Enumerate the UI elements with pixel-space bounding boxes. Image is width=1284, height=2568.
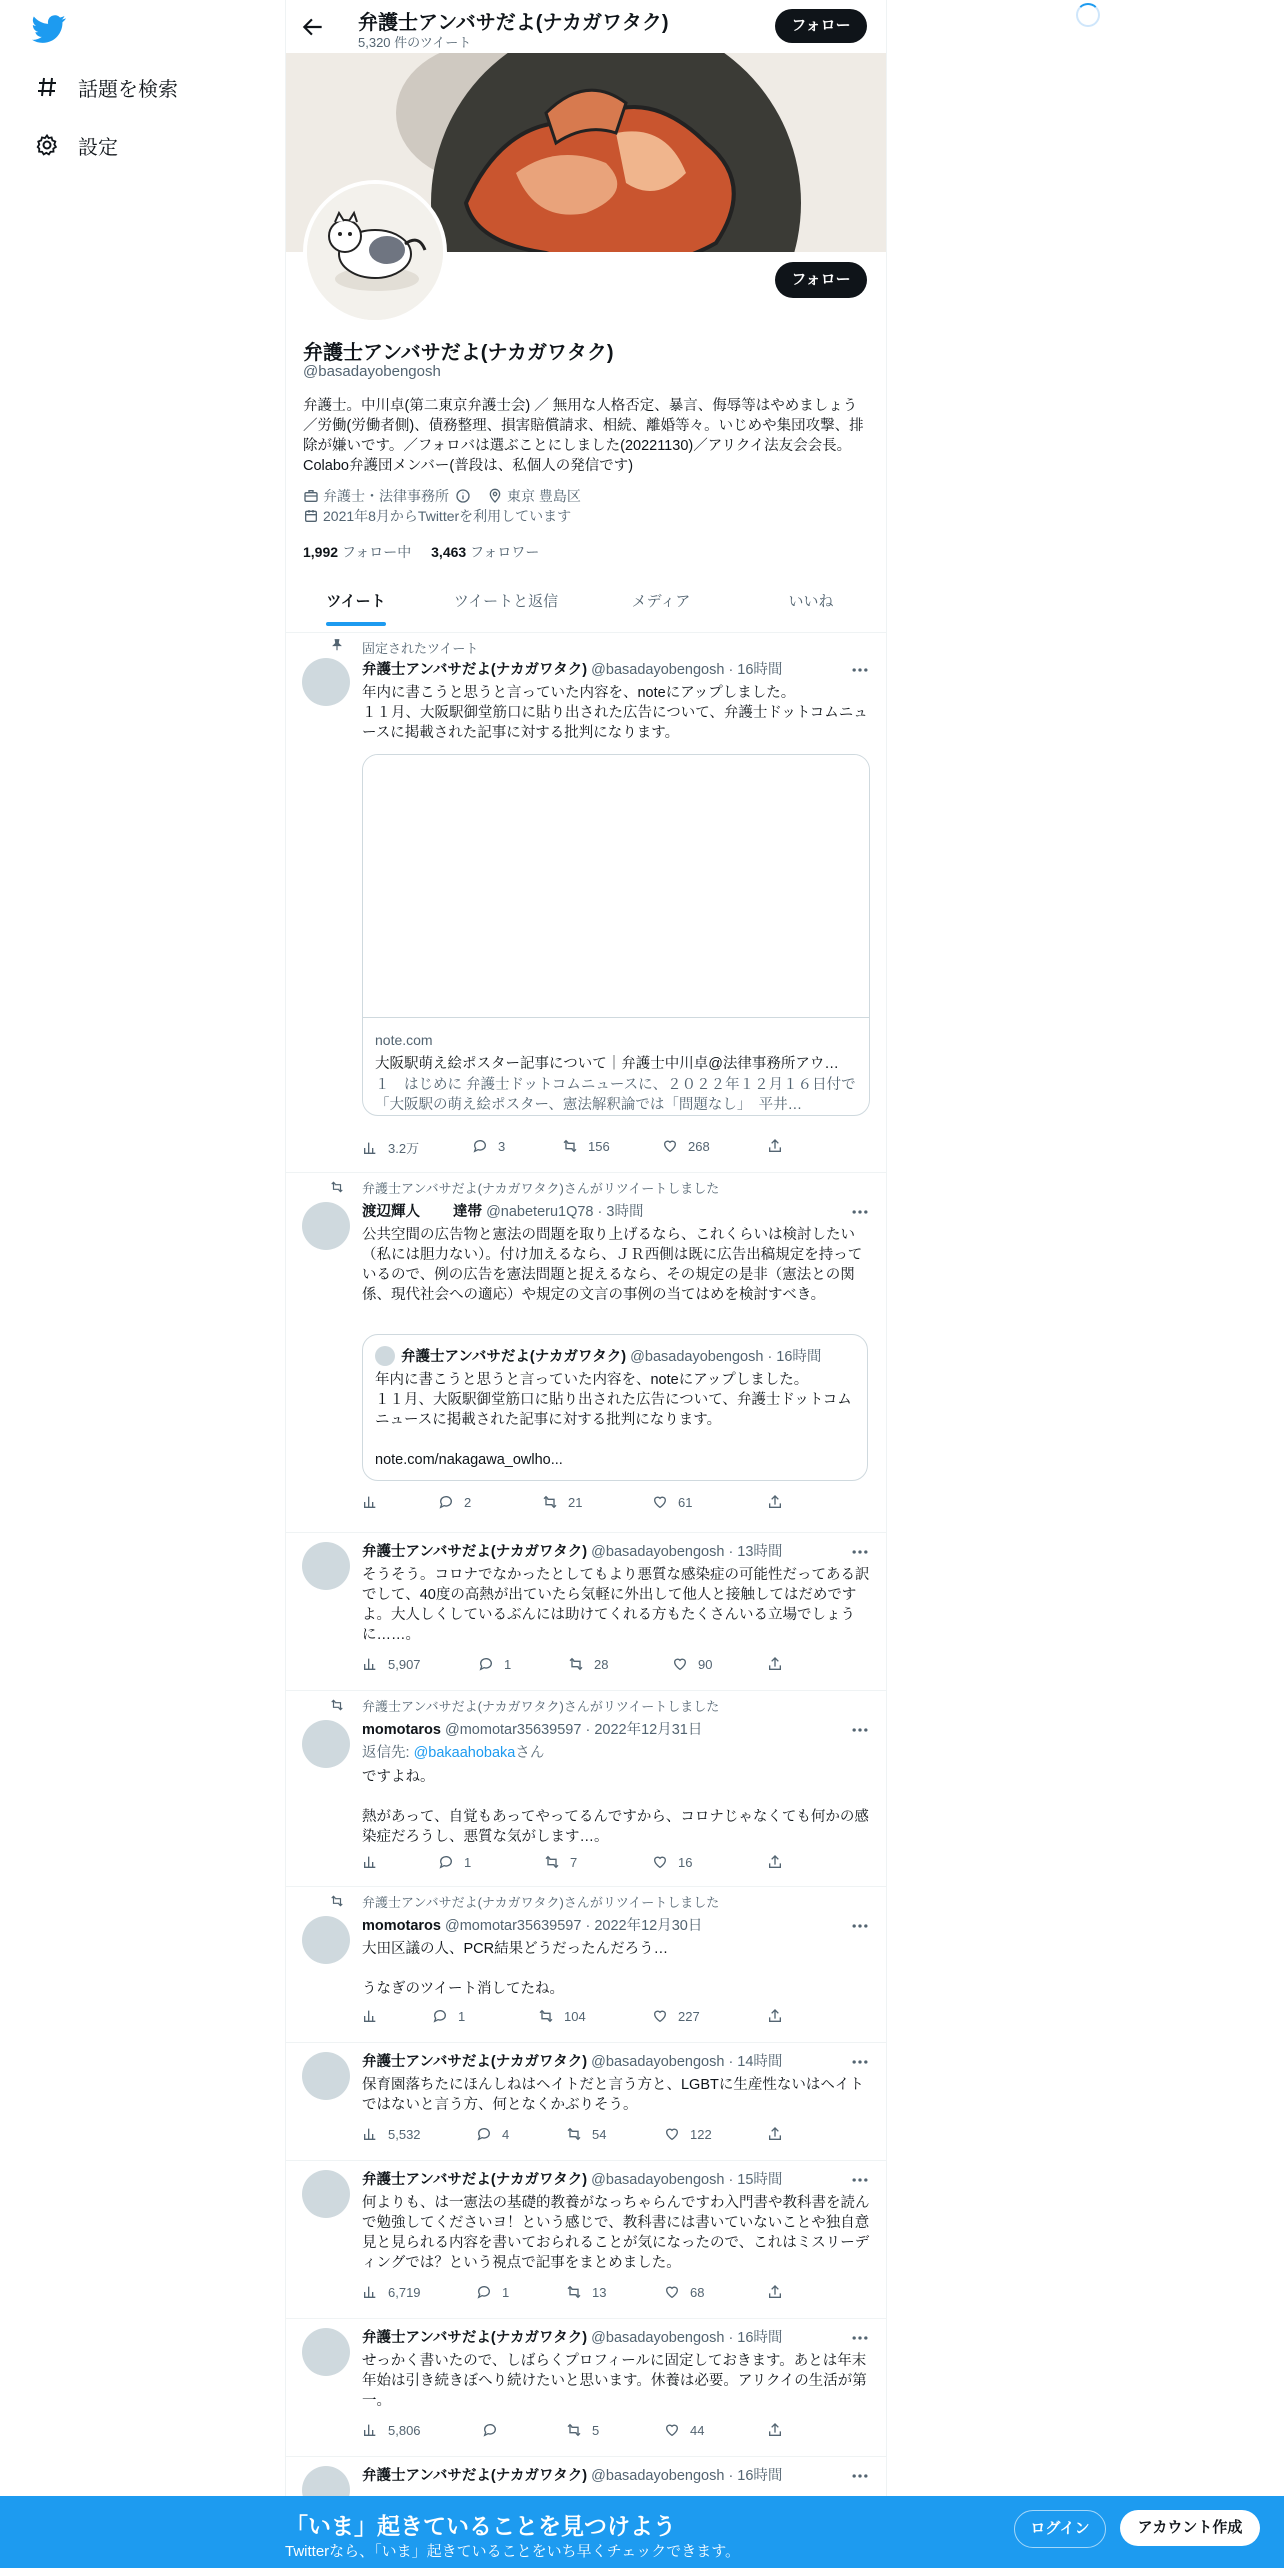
header-name: 弁護士アンバサだよ(ナカガワタク) <box>358 12 669 34</box>
tweet-social-context: 弁護士アンバサだよ(ナカガワタク)さんがリツイートしました <box>362 1895 720 1910</box>
heart-icon <box>664 2422 680 2438</box>
location-pin-icon <box>487 488 503 504</box>
views-icon <box>362 1140 378 1156</box>
like-action[interactable]: 268 <box>662 1138 710 1154</box>
login-button[interactable]: ログイン <box>1014 2510 1106 2548</box>
heart-icon <box>662 1138 678 1154</box>
tweet[interactable] <box>286 2160 886 2319</box>
tweet-body <box>362 2464 870 2485</box>
reply-context: 返信先: @bakaahobakaさん <box>362 1745 545 1761</box>
tweet-author-name[interactable]: 渡辺輝人 達帯 <box>362 1204 483 1220</box>
heart-icon <box>672 1656 688 1672</box>
tweet-body <box>362 1718 870 1847</box>
views-icon <box>362 2126 378 2142</box>
nav-explore-label: 話題を検索 <box>78 78 178 101</box>
retweet-icon <box>562 1138 578 1154</box>
share-action[interactable] <box>767 2422 793 2438</box>
retweet-action[interactable]: 156 <box>562 1138 610 1154</box>
views-icon <box>362 2284 378 2300</box>
tweet-author-meta: @basadayobengosh · 16時間 <box>591 2330 783 2346</box>
views-action[interactable]: 6,719 <box>362 2284 421 2300</box>
heart-icon <box>664 2126 680 2142</box>
signup-banner-title: 「いま」起きていることを見つけよう <box>285 2513 676 2539</box>
share-icon <box>767 2284 783 2300</box>
heart-icon <box>652 1494 668 1510</box>
like-action[interactable]: 61 <box>652 1494 692 1510</box>
tweet-author-name[interactable]: 弁護士アンバサだよ(ナカガワタク) <box>362 662 588 678</box>
views-action[interactable] <box>362 1854 388 1870</box>
profile-column <box>285 0 887 2568</box>
heart-icon <box>652 2008 668 2024</box>
pin-icon <box>330 638 344 652</box>
like-action[interactable]: 227 <box>652 2008 700 2024</box>
more-options-icon[interactable] <box>850 1720 870 1740</box>
tweet-body <box>362 1540 870 1645</box>
tweet-text: そうそう。コロナでなかったとしてもより悪質な感染症の可能性だってある訳でして、40度の高熱が出ていたら気軽に外出して他人と接触してはだめですよ。大人しくしているぶんには助けてくれる方もたくさんいる立場でしょうに……。 <box>362 1567 870 1643</box>
tweet-actions <box>362 1138 792 1158</box>
more-options-icon[interactable] <box>850 2170 870 2190</box>
retweet-action[interactable]: 54 <box>566 2126 606 2142</box>
link-card-title: 大阪駅萌え絵ポスター記事について｜弁護士中川卓@法律事務所アウ… <box>375 1056 839 1072</box>
more-options-icon[interactable] <box>850 1202 870 1222</box>
profile-follow-button[interactable]: フォロー <box>775 262 867 298</box>
share-action[interactable] <box>767 2126 793 2142</box>
retweet-icon <box>566 2422 582 2438</box>
profile-location <box>487 486 581 506</box>
views-action[interactable] <box>362 1494 388 1510</box>
tweet-author-meta: @basadayobengosh · 14時間 <box>591 2054 783 2070</box>
header-follow-button[interactable]: フォロー <box>775 9 867 43</box>
tweet-body <box>362 2168 870 2273</box>
like-action[interactable]: 16 <box>652 1854 692 1870</box>
retweet-icon <box>330 1698 344 1712</box>
views-action[interactable]: 5,806 <box>362 2422 421 2438</box>
reply-icon <box>476 2284 492 2300</box>
share-action[interactable] <box>767 1656 793 1672</box>
tab-media[interactable]: メディア <box>631 593 691 610</box>
tweet-text: 年内に書こうと思うと言っていた内容を、noteにアップしました。 １１月、大阪駅御堂筋口に貼り出された広告について、弁護士ドットコムニュースに掲載された記事に対する批判になります。 <box>362 685 868 741</box>
tweet-text: 何よりも、は一憲法の基礎的教養がなっちゃらんですわ入門書や教科書を読んで勉強してくださいヨ！という感じで、教科書には書いていないことや独自意見と見られる内容を書いておられることが気になったので、これはミスリーディングでは？という視点で記事をまとめました。 <box>362 2195 870 2271</box>
profile-handle: @basadayobengosh <box>303 363 441 380</box>
reply-action[interactable]: 4 <box>476 2126 509 2142</box>
tweet-avatar[interactable] <box>302 2328 350 2376</box>
active-tab-indicator <box>326 622 386 626</box>
tweet-body <box>362 658 870 743</box>
views-action[interactable] <box>362 2008 388 2024</box>
header-tweet-count: 5,320 件のツイート <box>358 35 472 50</box>
tweet[interactable] <box>286 1886 886 2043</box>
share-action[interactable] <box>767 1854 793 1870</box>
like-action[interactable]: 44 <box>664 2422 704 2438</box>
tweet-text: せっかく書いたので、しばらくプロフィールに固定しておきます。あとは年末年始は引き続きぼへり続けたいと思います。休養は必要。アリクイの生活が第一。 <box>362 2353 867 2409</box>
profile-meta-row <box>303 486 593 506</box>
reply-action[interactable]: 1 <box>478 1656 511 1672</box>
tweet-avatar[interactable] <box>302 1542 350 1590</box>
views-icon <box>362 1494 378 1510</box>
views-action[interactable]: 5,532 <box>362 2126 421 2142</box>
profile-name: 弁護士アンバサだよ(ナカガワタク) <box>303 342 614 364</box>
views-action[interactable]: 5,907 <box>362 1656 421 1672</box>
quoted-text: 年内に書こうと思うと言っていた内容を、noteにアップしました。 １１月、大阪駅御堂筋口に貼り出された広告について、弁護士ドットコムニュースに掲載された記事に対する批判になります。 note.com/nakagawa_owlho... <box>375 1372 852 1468</box>
link-card-image <box>363 755 869 1018</box>
retweet-icon <box>566 2284 582 2300</box>
tweet-author-name[interactable]: 弁護士アンバサだよ(ナカガワタク) <box>362 2330 588 2346</box>
views-icon <box>362 1656 378 1672</box>
tweet[interactable] <box>286 632 886 1173</box>
views-action[interactable]: 3.2万 <box>362 1138 419 1157</box>
quoted-tweet[interactable] <box>362 1334 868 1481</box>
like-action[interactable]: 122 <box>664 2126 712 2142</box>
profile-location-label: 東京 豊島区 <box>507 488 581 504</box>
tweet[interactable] <box>286 1172 886 1533</box>
retweet-action[interactable]: 7 <box>544 1854 577 1870</box>
tweet[interactable] <box>286 2042 886 2161</box>
tweet-actions <box>362 2008 792 2028</box>
tweet-social-context: 弁護士アンバサだよ(ナカガワタク)さんがリツイートしました <box>362 1181 720 1196</box>
tweet-avatar[interactable] <box>302 1916 350 1964</box>
tweet-body <box>362 2326 870 2411</box>
tweet-actions <box>362 1854 792 1874</box>
signup-button[interactable]: アカウント作成 <box>1120 2510 1260 2546</box>
tweet-author-name[interactable]: 弁護士アンバサだよ(ナカガワタク) <box>362 1544 588 1560</box>
reply-icon <box>438 1494 454 1510</box>
tweet[interactable] <box>286 2318 886 2457</box>
retweet-action[interactable]: 13 <box>566 2284 606 2300</box>
tweet-author-meta: @basadayobengosh · 15時間 <box>591 2172 783 2188</box>
tweet-social-context: 弁護士アンバサだよ(ナカガワタク)さんがリツイートしました <box>362 1699 720 1714</box>
gear-icon <box>34 132 60 158</box>
views-icon <box>362 2422 378 2438</box>
tweet-text: 公共空間の広告物と憲法の問題を取り上げるなら、これくらいは検討したい（私には胆力ない）。付け加えるなら、ＪＲ西側は既に広告出稿規定を持っているので、例の広告を憲法問題と捉えるなら、その規定の是非（憲法との関係、現代社会への適応）や規定の文言の事例の当てはめを検討すべき。 <box>362 1227 863 1303</box>
tweet-author-name[interactable]: momotaros <box>362 1918 441 1934</box>
profile-joined-label: 2021年8月からTwitterを利用しています <box>323 508 572 524</box>
nav-settings[interactable] <box>34 125 118 165</box>
loading-spinner-icon <box>1076 3 1100 27</box>
reply-icon <box>438 1854 454 1870</box>
reply-action[interactable]: 1 <box>438 1854 471 1870</box>
tweet-actions <box>362 2422 792 2442</box>
briefcase-icon <box>303 488 319 504</box>
link-card[interactable] <box>362 754 870 1116</box>
profile-avatar[interactable] <box>303 180 447 324</box>
quoted-avatar <box>375 1346 395 1366</box>
reply-to-link[interactable]: @bakaahobaka <box>413 1745 516 1761</box>
profile-header-bar <box>286 0 886 53</box>
info-icon <box>455 488 471 504</box>
tweet-author-name[interactable]: 弁護士アンバサだよ(ナカガワタク) <box>362 2172 588 2188</box>
profile-joined <box>303 506 583 526</box>
nav-explore[interactable] <box>34 67 178 107</box>
views-icon <box>362 2008 378 2024</box>
reply-icon <box>482 2422 498 2438</box>
tweet-author-name[interactable]: momotaros <box>362 1722 441 1738</box>
tweet-author-name[interactable]: 弁護士アンバサだよ(ナカガワタク) <box>362 2468 588 2484</box>
heart-icon <box>652 1854 668 1870</box>
tab-likes[interactable]: いいね <box>788 593 834 610</box>
profile-category-label: 弁護士・法律事務所 <box>323 488 449 504</box>
tweet-text: 大田区議の人、PCR結果どうだったんだろう… うなぎのツイート消してたね。 <box>362 1941 669 1997</box>
retweet-icon <box>538 2008 554 2024</box>
reply-action[interactable]: 3 <box>472 1138 505 1154</box>
retweet-icon <box>542 1494 558 1510</box>
retweet-icon <box>566 2126 582 2142</box>
tweet-author-meta: @basadayobengosh · 13時間 <box>591 1544 783 1560</box>
more-options-icon[interactable] <box>850 2052 870 2072</box>
tweet-body <box>362 1914 870 1999</box>
more-options-icon[interactable] <box>850 1916 870 1936</box>
tweet-body <box>362 2050 870 2115</box>
retweet-action[interactable]: 21 <box>542 1494 582 1510</box>
reply-icon <box>432 2008 448 2024</box>
more-options-icon[interactable] <box>850 1542 870 1562</box>
tweet-body <box>362 1200 870 1305</box>
tweet-avatar[interactable] <box>302 1202 350 1250</box>
profile-bio: 弁護士。中川卓(第二東京弁護士会) ／ 無用な人格否定、暴言、侮辱等はやめましょう／労働(労働者側)、債務整理、損害賠償請求、相続、離婚等々。いじめや集団攻撃、排除が嫌いです。／フォロバは選ぶことにしました(20221130)／アリクイ法友会会長。Colabo弁護団メンバー(普段は、私個人の発信です) <box>303 398 864 474</box>
reply-icon <box>472 1138 488 1154</box>
share-action[interactable] <box>767 1494 793 1510</box>
more-options-icon[interactable] <box>850 2466 870 2486</box>
tweet-author-meta: @basadayobengosh · 16時間 <box>591 662 783 678</box>
share-icon <box>767 1656 783 1672</box>
tweet-author-meta: @momotar35639597 · 2022年12月31日 <box>445 1722 703 1738</box>
more-options-icon[interactable] <box>850 660 870 680</box>
share-action[interactable] <box>767 2008 793 2024</box>
reply-action[interactable]: 1 <box>476 2284 509 2300</box>
tweet-text: 保育園落ちたにほんしねはヘイトだと言う方と、LGBTに生産性ないはヘイトではないと言う方、何となくかぶりそう。 <box>362 2077 864 2113</box>
like-action[interactable]: 68 <box>664 2284 704 2300</box>
retweet-action[interactable]: 104 <box>538 2008 586 2024</box>
like-action[interactable]: 90 <box>672 1656 712 1672</box>
calendar-icon <box>303 508 319 524</box>
views-icon <box>362 1854 378 1870</box>
tweet-actions <box>362 2284 792 2304</box>
tweet[interactable] <box>286 1690 886 1887</box>
tweet-author-meta: @momotar35639597 · 2022年12月30日 <box>445 1918 703 1934</box>
profile-follow-counts <box>303 542 539 562</box>
hashtag-icon <box>34 74 60 100</box>
share-icon <box>767 1494 783 1510</box>
share-icon <box>767 1138 783 1154</box>
tweet-actions <box>362 2126 792 2146</box>
tweet[interactable] <box>286 1532 886 1691</box>
tab-tweets-replies[interactable]: ツイートと返信 <box>453 593 559 610</box>
retweet-action[interactable]: 5 <box>566 2422 599 2438</box>
signup-banner <box>0 2496 1284 2568</box>
retweet-icon <box>330 1180 344 1194</box>
tweet-avatar[interactable] <box>302 2170 350 2218</box>
tab-tweets[interactable]: ツイート <box>326 593 386 610</box>
retweet-action[interactable]: 28 <box>568 1656 608 1672</box>
quoted-author-name: 弁護士アンバサだよ(ナカガワタク) <box>401 1349 627 1365</box>
following-link[interactable]: 1,992 フォロー中 <box>303 544 412 560</box>
link-card-description: １ はじめに 弁護士ドットコムニュースに、２０２２年１２月１６日付で「大阪駅の萌え絵ポスター、憲法解釈論では「問題なし」 平井… <box>375 1077 856 1113</box>
reply-icon <box>476 2126 492 2142</box>
back-arrow-icon[interactable] <box>300 14 326 40</box>
tweet-author-meta: @basadayobengosh · 16時間 <box>591 2468 783 2484</box>
tweet-author-meta: @nabeteru1Q78 · 3時間 <box>486 1204 644 1220</box>
share-icon <box>767 2126 783 2142</box>
quoted-author-meta: @basadayobengosh · 16時間 <box>630 1349 822 1365</box>
tweet-avatar[interactable] <box>302 658 350 706</box>
share-action[interactable] <box>767 2284 793 2300</box>
share-action[interactable] <box>767 1138 793 1154</box>
tweet-actions <box>362 1494 792 1514</box>
reply-icon <box>478 1656 494 1672</box>
tweet-social-context: 固定されたツイート <box>362 641 479 656</box>
reply-action[interactable] <box>482 2422 508 2438</box>
tweet-avatar[interactable] <box>302 2052 350 2100</box>
tweet-author-name[interactable]: 弁護士アンバサだよ(ナカガワタク) <box>362 2054 588 2070</box>
twitter-logo-icon[interactable] <box>32 12 66 46</box>
nav-settings-label: 設定 <box>78 136 118 159</box>
profile-category <box>303 486 475 506</box>
share-icon <box>767 2422 783 2438</box>
retweet-icon <box>330 1894 344 1908</box>
link-card-domain: note.com <box>375 1032 433 1048</box>
tweet-actions <box>362 1656 792 1676</box>
more-options-icon[interactable] <box>850 2328 870 2348</box>
tweet-avatar[interactable] <box>302 1720 350 1768</box>
reply-action[interactable]: 2 <box>438 1494 471 1510</box>
retweet-icon <box>568 1656 584 1672</box>
share-icon <box>767 2008 783 2024</box>
signup-banner-subtitle: Twitterなら、「いま」起きていることをいち早くチェックできます。 <box>285 2543 741 2560</box>
tweet-text: ですよね。 熱があって、自覚もあってやってるんですから、コロナじゃなくても何かの感染症だろうし、悪質な気がします…。 <box>362 1769 869 1845</box>
retweet-icon <box>544 1854 560 1870</box>
heart-icon <box>664 2284 680 2300</box>
reply-action[interactable]: 1 <box>432 2008 465 2024</box>
share-icon <box>767 1854 783 1870</box>
followers-link[interactable]: 3,463 フォロワー <box>431 544 540 560</box>
